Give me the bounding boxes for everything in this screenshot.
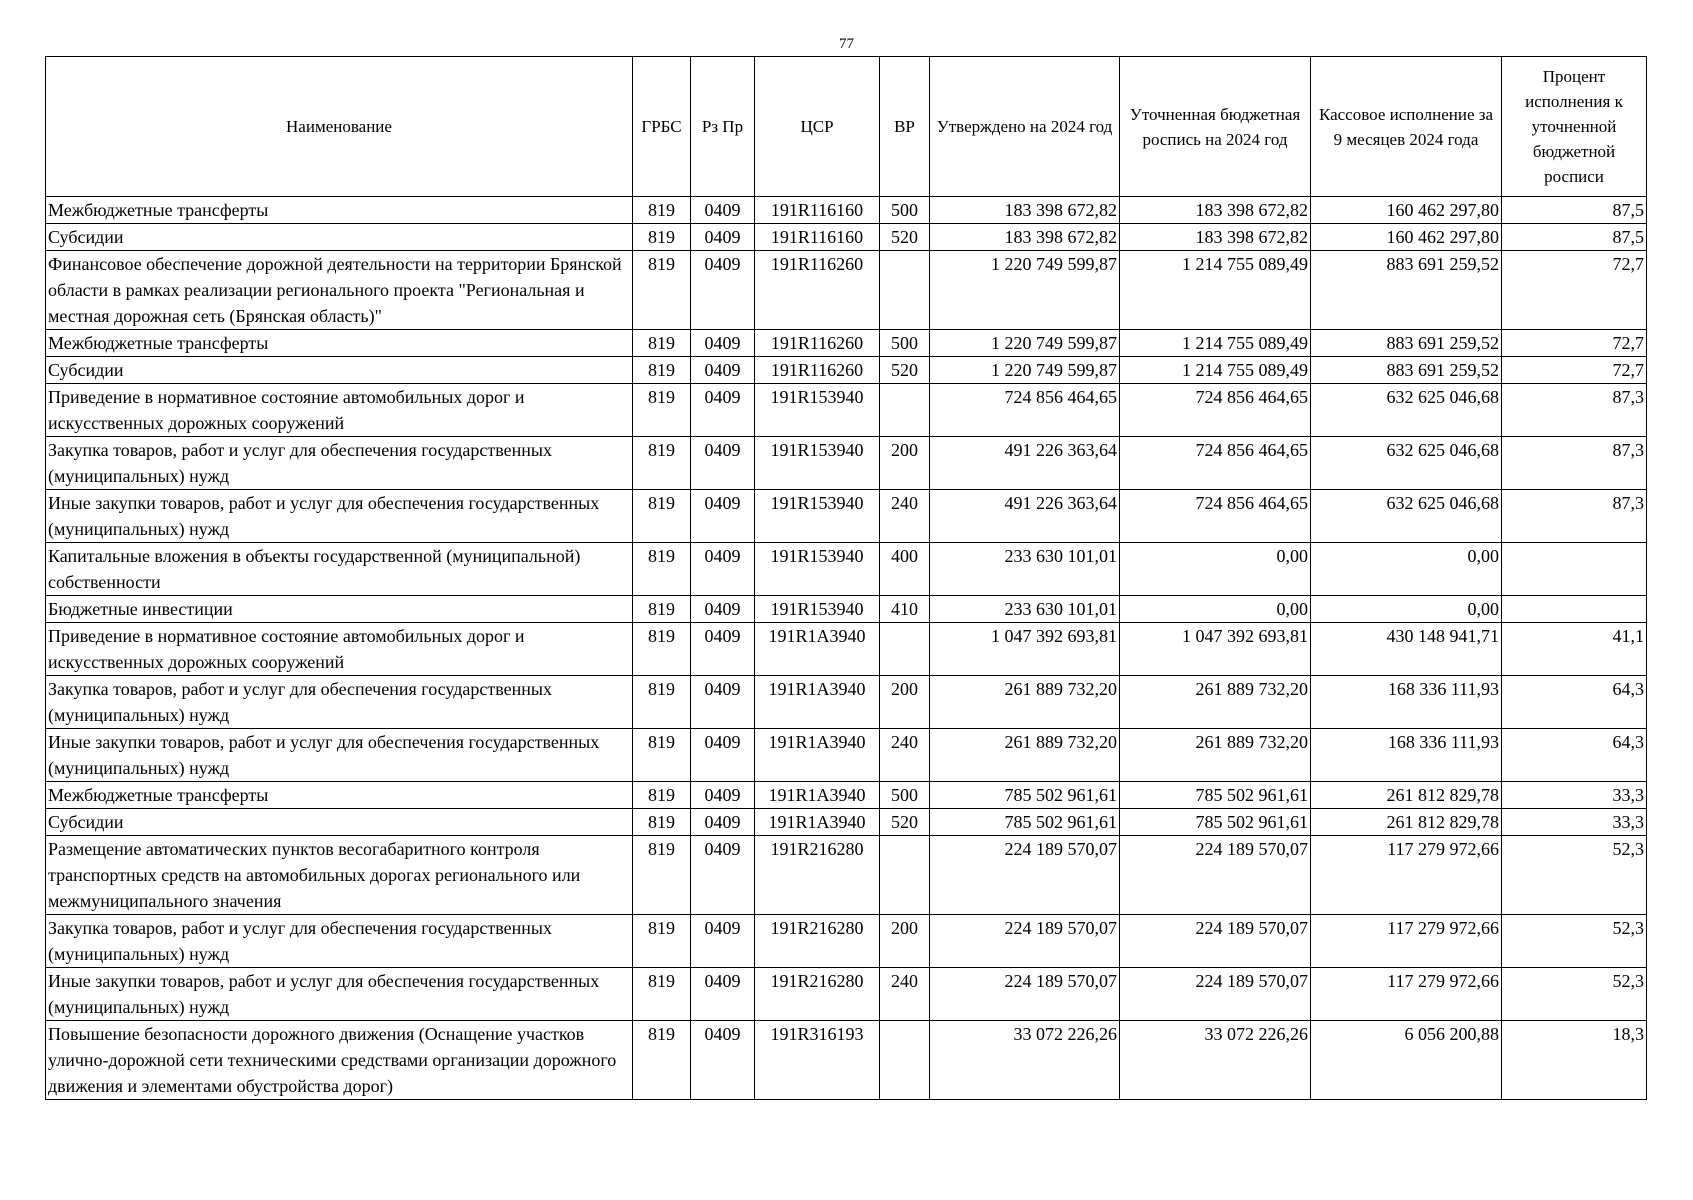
cell-refined: 1 214 755 089,49: [1120, 251, 1311, 330]
cell-csr: 191R1A3940: [755, 782, 880, 809]
cell-name: Закупка товаров, работ и услуг для обеспечения государственных (муниципальных) нужд: [46, 676, 633, 729]
cell-cash: 168 336 111,93: [1311, 729, 1502, 782]
cell-name: Межбюджетные трансферты: [46, 782, 633, 809]
cell-name: Субсидии: [46, 809, 633, 836]
cell-grbs: 819: [633, 1021, 691, 1100]
table-row: [46, 197, 1647, 224]
cell-rzpr: 0409: [691, 676, 755, 729]
cell-rzpr: 0409: [691, 968, 755, 1021]
table-row: [46, 836, 1647, 915]
cell-percent: 64,3: [1502, 676, 1647, 729]
cell-percent: 52,3: [1502, 836, 1647, 915]
cell-csr: 191R1A3940: [755, 676, 880, 729]
cell-cash: 632 625 046,68: [1311, 490, 1502, 543]
cell-grbs: 819: [633, 915, 691, 968]
table-row: [46, 224, 1647, 251]
cell-csr: 191R153940: [755, 437, 880, 490]
header-name: Наименование: [46, 57, 633, 197]
cell-cash: 632 625 046,68: [1311, 437, 1502, 490]
cell-vr: 240: [880, 490, 930, 543]
table-row: [46, 384, 1647, 437]
cell-csr: 191R116160: [755, 197, 880, 224]
cell-percent: 87,5: [1502, 224, 1647, 251]
cell-percent: 33,3: [1502, 782, 1647, 809]
cell-name: Размещение автоматических пунктов весогабаритного контроля транспортных средств на автомобильных дорогах регионального или межмуниципального значения: [46, 836, 633, 915]
cell-csr: 191R153940: [755, 596, 880, 623]
cell-rzpr: 0409: [691, 197, 755, 224]
cell-name: Закупка товаров, работ и услуг для обеспечения государственных (муниципальных) нужд: [46, 915, 633, 968]
cell-grbs: 819: [633, 782, 691, 809]
cell-grbs: 819: [633, 596, 691, 623]
cell-rzpr: 0409: [691, 357, 755, 384]
cell-vr: 240: [880, 968, 930, 1021]
cell-rzpr: 0409: [691, 596, 755, 623]
cell-approved: 224 189 570,07: [930, 836, 1120, 915]
cell-rzpr: 0409: [691, 490, 755, 543]
table-row: [46, 543, 1647, 596]
cell-vr: [880, 1021, 930, 1100]
table-row: [46, 676, 1647, 729]
cell-cash: 430 148 941,71: [1311, 623, 1502, 676]
header-grbs: ГРБС: [633, 57, 691, 197]
header-csr: ЦСР: [755, 57, 880, 197]
cell-percent: 87,3: [1502, 437, 1647, 490]
header-row: [46, 57, 1647, 197]
cell-rzpr: 0409: [691, 729, 755, 782]
cell-csr: 191R216280: [755, 968, 880, 1021]
cell-vr: 410: [880, 596, 930, 623]
cell-rzpr: 0409: [691, 809, 755, 836]
cell-rzpr: 0409: [691, 251, 755, 330]
cell-csr: 191R116260: [755, 251, 880, 330]
table-row: [46, 330, 1647, 357]
cell-cash: 883 691 259,52: [1311, 357, 1502, 384]
cell-refined: 183 398 672,82: [1120, 224, 1311, 251]
cell-vr: [880, 384, 930, 437]
cell-csr: 191R216280: [755, 836, 880, 915]
cell-cash: 261 812 829,78: [1311, 809, 1502, 836]
cell-cash: 168 336 111,93: [1311, 676, 1502, 729]
cell-cash: 117 279 972,66: [1311, 968, 1502, 1021]
cell-name: Приведение в нормативное состояние автомобильных дорог и искусственных дорожных сооружений: [46, 384, 633, 437]
cell-percent: [1502, 543, 1647, 596]
cell-vr: 200: [880, 676, 930, 729]
cell-grbs: 819: [633, 251, 691, 330]
cell-cash: 160 462 297,80: [1311, 224, 1502, 251]
budget-table: [45, 56, 1647, 1100]
cell-approved: 724 856 464,65: [930, 384, 1120, 437]
cell-cash: 6 056 200,88: [1311, 1021, 1502, 1100]
cell-rzpr: 0409: [691, 915, 755, 968]
cell-refined: 1 214 755 089,49: [1120, 357, 1311, 384]
cell-grbs: 819: [633, 676, 691, 729]
cell-approved: 33 072 226,26: [930, 1021, 1120, 1100]
cell-rzpr: 0409: [691, 384, 755, 437]
cell-cash: 632 625 046,68: [1311, 384, 1502, 437]
cell-rzpr: 0409: [691, 782, 755, 809]
cell-vr: 520: [880, 224, 930, 251]
cell-approved: 261 889 732,20: [930, 729, 1120, 782]
cell-percent: 72,7: [1502, 330, 1647, 357]
cell-refined: 785 502 961,61: [1120, 809, 1311, 836]
cell-approved: 224 189 570,07: [930, 915, 1120, 968]
page-number: 77: [839, 36, 854, 52]
header-cash: Кассовое исполнение за 9 месяцев 2024 года: [1311, 57, 1502, 197]
cell-grbs: 819: [633, 543, 691, 596]
cell-vr: 520: [880, 809, 930, 836]
cell-percent: 72,7: [1502, 251, 1647, 330]
cell-refined: 724 856 464,65: [1120, 384, 1311, 437]
cell-approved: 491 226 363,64: [930, 437, 1120, 490]
cell-approved: 233 630 101,01: [930, 596, 1120, 623]
cell-cash: 160 462 297,80: [1311, 197, 1502, 224]
cell-csr: 191R116160: [755, 224, 880, 251]
cell-approved: 785 502 961,61: [930, 782, 1120, 809]
cell-approved: 183 398 672,82: [930, 197, 1120, 224]
cell-grbs: 819: [633, 490, 691, 543]
table-row: [46, 596, 1647, 623]
cell-csr: 191R153940: [755, 543, 880, 596]
cell-refined: 224 189 570,07: [1120, 968, 1311, 1021]
cell-name: Бюджетные инвестиции: [46, 596, 633, 623]
cell-name: Капитальные вложения в объекты государственной (муниципальной) собственности: [46, 543, 633, 596]
table-row: [46, 729, 1647, 782]
cell-cash: 117 279 972,66: [1311, 915, 1502, 968]
cell-name: Субсидии: [46, 224, 633, 251]
cell-approved: 1 047 392 693,81: [930, 623, 1120, 676]
table-row: [46, 809, 1647, 836]
cell-name: Иные закупки товаров, работ и услуг для обеспечения государственных (муниципальных) нужд: [46, 968, 633, 1021]
cell-rzpr: 0409: [691, 1021, 755, 1100]
cell-percent: 52,3: [1502, 968, 1647, 1021]
table-row: [46, 623, 1647, 676]
cell-csr: 191R116260: [755, 330, 880, 357]
cell-refined: 785 502 961,61: [1120, 782, 1311, 809]
cell-csr: 191R1A3940: [755, 623, 880, 676]
cell-rzpr: 0409: [691, 836, 755, 915]
header-refined: Уточненная бюджетная роспись на 2024 год: [1120, 57, 1311, 197]
cell-vr: [880, 623, 930, 676]
cell-vr: 500: [880, 197, 930, 224]
cell-refined: 1 047 392 693,81: [1120, 623, 1311, 676]
cell-refined: 33 072 226,26: [1120, 1021, 1311, 1100]
cell-percent: 87,5: [1502, 197, 1647, 224]
header-percent: Процент исполнения к уточненной бюджетной росписи: [1502, 57, 1647, 197]
cell-grbs: 819: [633, 809, 691, 836]
cell-approved: 1 220 749 599,87: [930, 330, 1120, 357]
cell-csr: 191R153940: [755, 384, 880, 437]
table-row: [46, 968, 1647, 1021]
cell-grbs: 819: [633, 357, 691, 384]
cell-percent: 72,7: [1502, 357, 1647, 384]
cell-csr: 191R316193: [755, 1021, 880, 1100]
cell-cash: 883 691 259,52: [1311, 330, 1502, 357]
cell-rzpr: 0409: [691, 224, 755, 251]
cell-rzpr: 0409: [691, 330, 755, 357]
cell-cash: 883 691 259,52: [1311, 251, 1502, 330]
cell-percent: [1502, 596, 1647, 623]
cell-approved: 1 220 749 599,87: [930, 251, 1120, 330]
cell-name: Повышение безопасности дорожного движения (Оснащение участков улично-дорожной сети техническими средствами организации дорожного движения и элементами обустройства дорог): [46, 1021, 633, 1100]
cell-rzpr: 0409: [691, 623, 755, 676]
cell-csr: 191R1A3940: [755, 809, 880, 836]
cell-grbs: 819: [633, 224, 691, 251]
cell-grbs: 819: [633, 437, 691, 490]
cell-name: Межбюджетные трансферты: [46, 330, 633, 357]
cell-csr: 191R116260: [755, 357, 880, 384]
cell-grbs: 819: [633, 384, 691, 437]
cell-percent: 87,3: [1502, 384, 1647, 437]
cell-approved: 183 398 672,82: [930, 224, 1120, 251]
cell-vr: 520: [880, 357, 930, 384]
header-approved: Утверждено на 2024 год: [930, 57, 1120, 197]
cell-grbs: 819: [633, 623, 691, 676]
table-row: [46, 782, 1647, 809]
cell-refined: 0,00: [1120, 543, 1311, 596]
cell-approved: 261 889 732,20: [930, 676, 1120, 729]
table-row: [46, 251, 1647, 330]
cell-rzpr: 0409: [691, 437, 755, 490]
cell-percent: 64,3: [1502, 729, 1647, 782]
cell-grbs: 819: [633, 729, 691, 782]
header-rzpr: Рз Пр: [691, 57, 755, 197]
table-row: [46, 437, 1647, 490]
cell-refined: 0,00: [1120, 596, 1311, 623]
cell-name: Межбюджетные трансферты: [46, 197, 633, 224]
cell-vr: [880, 836, 930, 915]
cell-refined: 224 189 570,07: [1120, 836, 1311, 915]
cell-cash: 117 279 972,66: [1311, 836, 1502, 915]
cell-percent: 87,3: [1502, 490, 1647, 543]
cell-approved: 1 220 749 599,87: [930, 357, 1120, 384]
cell-approved: 785 502 961,61: [930, 809, 1120, 836]
cell-name: Приведение в нормативное состояние автомобильных дорог и искусственных дорожных сооружений: [46, 623, 633, 676]
cell-grbs: 819: [633, 968, 691, 1021]
cell-grbs: 819: [633, 197, 691, 224]
cell-vr: 200: [880, 437, 930, 490]
cell-refined: 224 189 570,07: [1120, 915, 1311, 968]
cell-name: Иные закупки товаров, работ и услуг для обеспечения государственных (муниципальных) нужд: [46, 729, 633, 782]
cell-vr: 500: [880, 782, 930, 809]
cell-vr: 200: [880, 915, 930, 968]
cell-csr: 191R216280: [755, 915, 880, 968]
cell-name: Иные закупки товаров, работ и услуг для обеспечения государственных (муниципальных) нужд: [46, 490, 633, 543]
table-row: [46, 357, 1647, 384]
cell-cash: 0,00: [1311, 543, 1502, 596]
cell-approved: 224 189 570,07: [930, 968, 1120, 1021]
cell-percent: 33,3: [1502, 809, 1647, 836]
cell-rzpr: 0409: [691, 543, 755, 596]
header-vr: ВР: [880, 57, 930, 197]
cell-vr: 400: [880, 543, 930, 596]
cell-csr: 191R153940: [755, 490, 880, 543]
table-row: [46, 1021, 1647, 1100]
cell-percent: 52,3: [1502, 915, 1647, 968]
cell-refined: 183 398 672,82: [1120, 197, 1311, 224]
cell-cash: 0,00: [1311, 596, 1502, 623]
table-row: [46, 490, 1647, 543]
cell-percent: 41,1: [1502, 623, 1647, 676]
cell-refined: 261 889 732,20: [1120, 676, 1311, 729]
cell-cash: 261 812 829,78: [1311, 782, 1502, 809]
cell-name: Финансовое обеспечение дорожной деятельности на территории Брянской области в рамках реализации регионального проекта "Региональная и местная дорожная сеть (Брянская область)": [46, 251, 633, 330]
cell-name: Закупка товаров, работ и услуг для обеспечения государственных (муниципальных) нужд: [46, 437, 633, 490]
cell-approved: 491 226 363,64: [930, 490, 1120, 543]
cell-percent: 18,3: [1502, 1021, 1647, 1100]
cell-refined: 261 889 732,20: [1120, 729, 1311, 782]
cell-vr: 500: [880, 330, 930, 357]
cell-refined: 724 856 464,65: [1120, 490, 1311, 543]
cell-csr: 191R1A3940: [755, 729, 880, 782]
cell-name: Субсидии: [46, 357, 633, 384]
cell-grbs: 819: [633, 836, 691, 915]
cell-refined: 1 214 755 089,49: [1120, 330, 1311, 357]
cell-vr: [880, 251, 930, 330]
table-body: [46, 197, 1647, 1100]
cell-approved: 233 630 101,01: [930, 543, 1120, 596]
cell-grbs: 819: [633, 330, 691, 357]
cell-vr: 240: [880, 729, 930, 782]
cell-refined: 724 856 464,65: [1120, 437, 1311, 490]
table-row: [46, 915, 1647, 968]
